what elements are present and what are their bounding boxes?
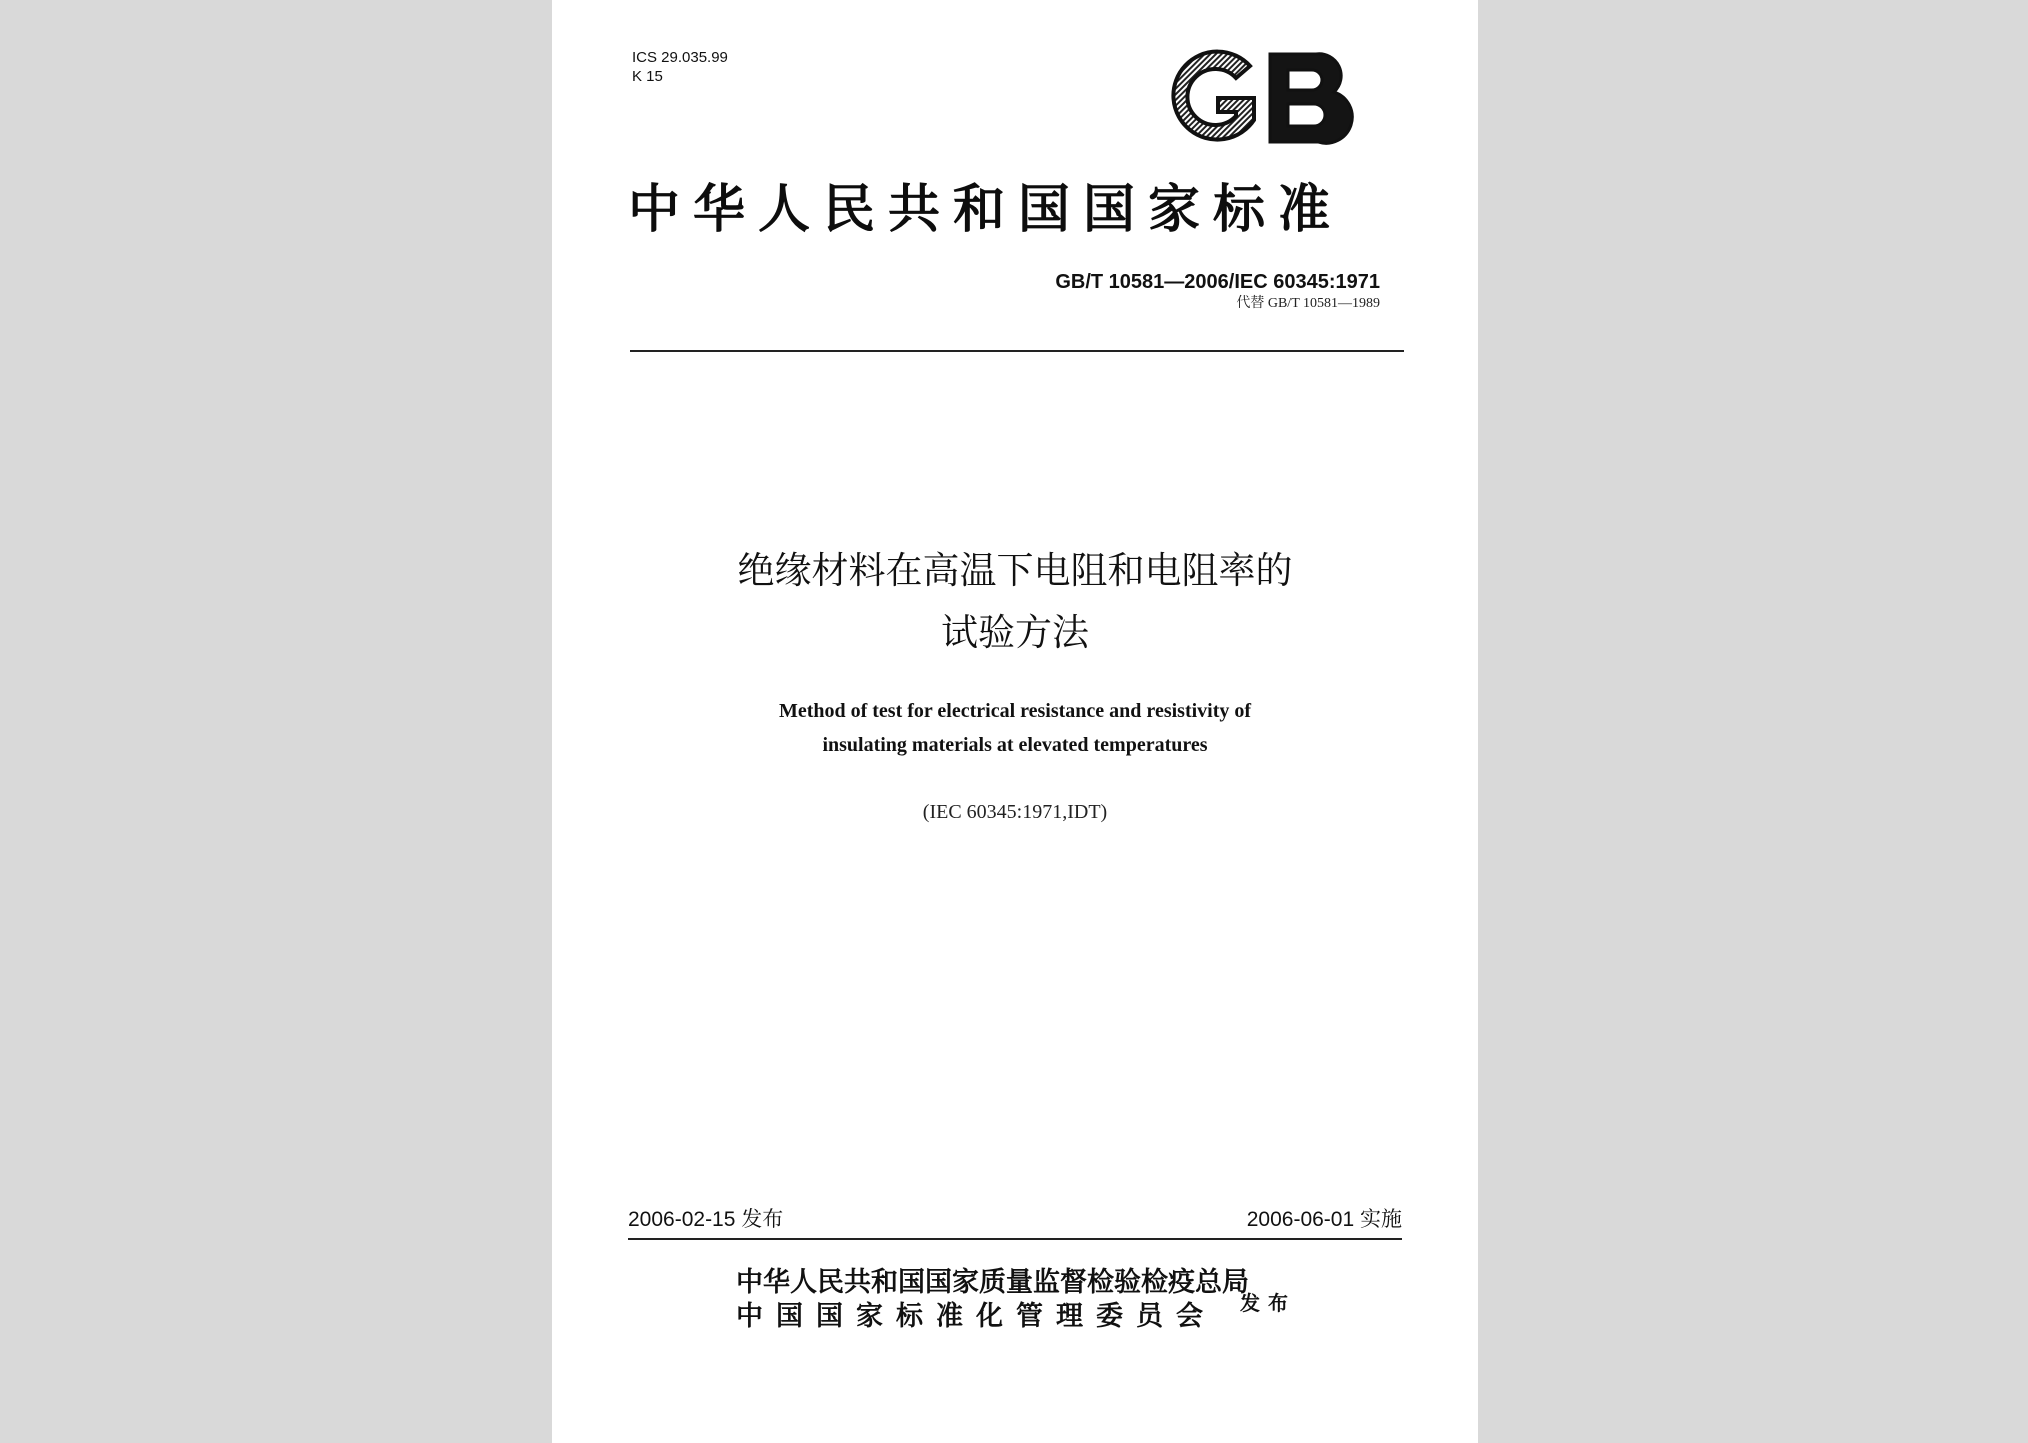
- chinese-title-line-1: 绝缘材料在高温下电阻和电阻率的: [737, 549, 1293, 592]
- gb-logo: [1166, 46, 1356, 150]
- issuing-authorities: [736, 1266, 1249, 1334]
- document-page: [552, 0, 1478, 1443]
- chinese-title-line-2: 试验方法: [941, 611, 1089, 654]
- chinese-title: [552, 540, 1478, 664]
- standard-number-block: [1055, 270, 1380, 314]
- footer-divider: [628, 1238, 1402, 1240]
- english-title-line-1: Method of test for electrical resistance and resistivity of: [778, 700, 1252, 722]
- english-title: [552, 694, 1478, 762]
- idt-reference: (IEC 60345:1971,IDT): [922, 801, 1108, 823]
- english-title-line-2: insulating materials at elevated temperatures: [822, 734, 1208, 756]
- implementation-date: 2006-06-01 实施: [1246, 1208, 1402, 1231]
- ics-code: ICS 29.035.99: [632, 49, 728, 66]
- classification-codes: [632, 48, 728, 86]
- replaces-standard: 代替 GB/T 10581—1989: [1236, 296, 1380, 311]
- gb-logo-text: GB: [1166, 46, 1168, 47]
- issue-label: 发布: [1240, 1291, 1296, 1315]
- ccs-code: K 15: [632, 68, 663, 85]
- issuer-line-2: 中国国家标准化管理委员会: [736, 1301, 1216, 1332]
- standard-number: GB/T 10581—2006/IEC 60345:1971: [1055, 271, 1380, 293]
- issuer-line-1: 中华人民共和国国家质量监督检验检疫总局: [736, 1267, 1249, 1298]
- issue-date: 2006-02-15 发布: [628, 1208, 784, 1231]
- national-standard-title: 中华人民共和国国家标准: [628, 179, 1344, 240]
- header-divider: [630, 350, 1404, 352]
